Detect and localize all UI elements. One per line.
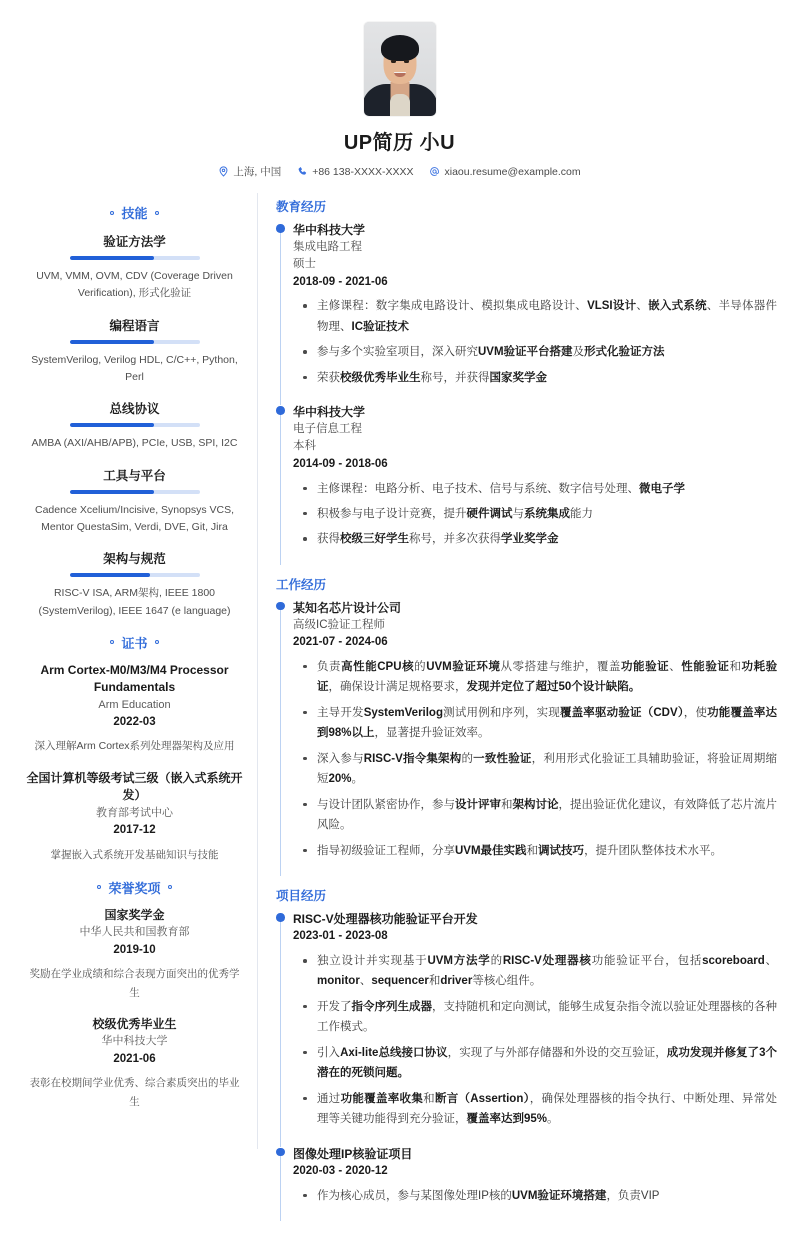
skill-progress-bar	[70, 490, 200, 494]
contact-list	[0, 164, 799, 179]
certificate-description: 深入理解Arm Cortex系列处理器架构及应用	[34, 740, 235, 753]
circle-ornament-icon	[155, 211, 159, 215]
timeline-dot	[276, 1148, 285, 1157]
contact-phone-text: +86 138-XXXX-XXXX	[312, 165, 414, 178]
bullet-list	[293, 657, 777, 861]
timeline-item	[276, 910, 777, 1145]
bullet-list	[293, 1186, 777, 1206]
skill-progress-fill	[70, 423, 155, 427]
section-heading-education: 教育经历	[276, 200, 327, 214]
timeline-dot	[276, 406, 285, 415]
bullet-item: 与设计团队紧密协作，参与设计评审和架构讨论，提出验证优化建议，有效降低了芯片流片风险。	[293, 795, 777, 836]
skill-item	[24, 399, 245, 452]
skill-progress-fill	[70, 573, 151, 577]
contact-location	[218, 164, 281, 179]
sidebar-heading-certificates	[24, 633, 245, 652]
timeline-dot	[276, 224, 285, 233]
photo-hair	[381, 35, 419, 61]
certificate-description: 掌握嵌入式系统开发基础知识与技能	[50, 848, 219, 861]
sidebar-heading-skills	[24, 203, 245, 222]
certificate-date: 2017-12	[113, 824, 156, 837]
honors-list	[24, 907, 245, 1111]
skill-item	[24, 316, 245, 387]
bullet-item: 指导初级验证工程师，分享UVM最佳实践和调试技巧，提升团队整体技术水平。	[293, 841, 777, 861]
contact-location-text: 上海, 中国	[233, 166, 282, 178]
skill-progress-bar	[70, 573, 200, 577]
certificate-issuer: Arm Education	[98, 698, 171, 711]
sidebar-heading-honors-label: 荣誉奖项	[108, 880, 161, 896]
section-education	[276, 197, 777, 565]
project-title: RISC-V处理器核功能验证平台开发	[293, 912, 478, 927]
timeline-item	[276, 403, 777, 565]
skill-progress-fill	[70, 340, 155, 344]
sidebar-heading-skills-label: 技能	[121, 206, 148, 221]
bullet-list	[293, 296, 777, 388]
bullet-item: 通过功能覆盖率收集和断言（Assertion），确保处理器核的指令执行、中断处理、异常处理等关键功能得到充分验证，覆盖率达到95%。	[293, 1089, 777, 1130]
skill-progress-fill	[70, 256, 155, 260]
certificate-title: Arm Cortex-M0/M3/M4 Processor Fundamentals	[40, 662, 229, 695]
project-title: 图像处理IP核验证项目	[293, 1146, 413, 1161]
skill-item	[24, 549, 245, 620]
circle-ornament-icon	[110, 640, 114, 644]
timeline-dot	[276, 913, 285, 922]
education-degree: 硕士	[293, 258, 316, 271]
project-date: 2020-03 - 2020-12	[293, 1164, 388, 1177]
sidebar-heading-certificates-label: 证书	[121, 635, 148, 651]
bullet-item: 参与多个实验室项目，深入研究UVM验证平台搭建及形式化验证方法	[293, 342, 777, 362]
circle-ornament-icon	[168, 885, 172, 889]
skill-name: 编程语言	[109, 318, 160, 333]
bullet-item: 作为核心成员，参与某图像处理IP核的UVM验证环境搭建，负责VIP	[293, 1186, 777, 1206]
bullet-item: 主修课程：电路分析、电子技术、信号与系统、数字信号处理、微电子学	[293, 479, 777, 499]
bullet-item: 开发了指令序列生成器，支持随机和定向测试，能够生成复杂指令流以验证处理器核的各种工作模式。	[293, 997, 777, 1038]
honor-title: 校级优秀毕业生	[92, 1016, 177, 1031]
honor-issuer: 华中科技大学	[101, 1035, 168, 1048]
photo-shirt	[390, 94, 410, 116]
education-major: 集成电路工程	[293, 241, 362, 253]
work-timeline	[276, 599, 777, 876]
phone-icon	[297, 166, 308, 177]
bullet-item: 主导开发SystemVerilog测试用例和序列，实现覆盖率驱动验证（CDV），使功能覆盖率达到98%以上，显著提升验证效率。	[293, 703, 777, 744]
avatar	[364, 22, 436, 116]
section-work	[276, 575, 777, 876]
bullet-item: 负责高性能CPU核的UVM验证环境从零搭建与维护，覆盖功能验证、性能验证和功耗验证，确保设计满足规格要求，发现并定位了超过50个设计缺陷。	[293, 657, 777, 698]
honor-title: 国家奖学金	[104, 907, 165, 922]
contact-phone	[297, 166, 413, 178]
skill-description: UVM, VMM, OVM, CDV (Coverage Driven Verification), 形式化验证	[36, 270, 233, 300]
honor-description: 表彰在校期间学业优秀、综合素质突出的毕业生	[29, 1077, 240, 1108]
timeline-dot	[276, 602, 285, 611]
timeline-item	[276, 1145, 777, 1221]
section-projects	[276, 886, 777, 1221]
bullet-item: 积极参与电子设计竞赛，提升硬件调试与系统集成能力	[293, 504, 777, 524]
skill-name: 总线协议	[109, 402, 160, 417]
bullet-item: 引入Axi-lite总线接口协议，实现了与外部存储器和外设的交互验证，成功发现并修复了3个潜在的死锁问题。	[293, 1043, 777, 1084]
projects-timeline	[276, 910, 777, 1221]
skill-progress-bar	[70, 256, 200, 260]
circle-ornament-icon	[97, 885, 101, 889]
education-major: 电子信息工程	[293, 423, 362, 436]
page-title: UP简历 小U	[343, 132, 456, 154]
circle-ornament-icon	[110, 211, 114, 215]
skills-list	[24, 232, 245, 620]
bullet-item: 深入参与RISC-V指令集架构的一致性验证，利用形式化验证工具辅助验证，将验证周期缩短20%。	[293, 749, 777, 790]
certificates-list	[24, 662, 245, 864]
skill-item	[24, 466, 245, 537]
bullet-list	[293, 951, 777, 1130]
project-date: 2023-01 - 2023-08	[293, 930, 388, 943]
education-date: 2018-09 - 2021-06	[293, 275, 388, 288]
section-heading-work: 工作经历	[276, 577, 327, 592]
honor-description: 奖励在学业成绩和综合表现方面突出的优秀学生	[29, 968, 240, 999]
certificate-item	[24, 770, 245, 864]
education-timeline	[276, 221, 777, 565]
work-date: 2021-07 - 2024-06	[293, 636, 388, 649]
skill-progress-bar	[70, 340, 200, 344]
skill-progress-bar	[70, 423, 200, 427]
education-degree: 本科	[293, 440, 316, 453]
certificate-title: 全国计算机等级考试三级（嵌入式系统开发）	[26, 770, 243, 803]
skill-name: 验证方法学	[103, 235, 166, 249]
skill-description: Cadence Xcelium/Incisive, Synopsys VCS, Mentor QuestaSim, Verdi, DVE, Git, Jira	[34, 503, 234, 533]
resume-body	[0, 193, 799, 1253]
honor-issuer: 中华人民共和国教育部	[79, 926, 190, 939]
bullet-item: 主修课程：数字集成电路设计、模拟集成电路设计、VLSI设计、嵌入式系统、半导体器件物理、IC验证技术	[293, 296, 777, 337]
circle-ornament-icon	[155, 640, 159, 644]
bullet-item: 获得校级三好学生称号，并多次获得学业奖学金	[293, 529, 777, 549]
bullet-item: 荣获校级优秀毕业生称号，并获得国家奖学金	[293, 368, 777, 388]
skill-name: 工具与平台	[103, 468, 166, 483]
honor-item	[24, 907, 245, 1002]
bullet-list	[293, 479, 777, 550]
timeline-item	[276, 599, 777, 876]
photo-eye-left	[391, 60, 396, 63]
contact-email	[429, 166, 580, 178]
honor-item	[24, 1016, 245, 1111]
section-heading-projects: 项目经历	[276, 889, 327, 904]
skill-item	[24, 232, 245, 303]
skill-description: AMBA (AXI/AHB/APB), PCIe, USB, SPI, I2C	[31, 437, 238, 450]
certificate-issuer: 教育部考试中心	[96, 806, 173, 819]
skill-name: 架构与规范	[103, 552, 166, 567]
skill-progress-fill	[70, 490, 155, 494]
education-school: 华中科技大学	[293, 223, 366, 237]
photo-eye-right	[404, 60, 409, 63]
timeline-item	[276, 221, 777, 403]
education-school: 华中科技大学	[293, 405, 366, 420]
sidebar-heading-honors	[24, 878, 245, 897]
certificate-date: 2022-03	[113, 716, 156, 729]
resume-header	[0, 0, 799, 193]
honor-date: 2019-10	[113, 943, 156, 956]
skill-description: SystemVerilog, Verilog HDL, C/C++, Python, Perl	[31, 353, 238, 383]
bullet-item: 独立设计并实现基于UVM方法学的RISC-V处理器核功能验证平台，包括scoreboard、monitor、sequencer和driver等核心组件。	[293, 951, 777, 992]
honor-date: 2021-06	[113, 1052, 156, 1065]
certificate-item	[24, 662, 245, 756]
main-column	[258, 193, 781, 1253]
education-date: 2014-09 - 2018-06	[293, 457, 388, 470]
work-company: 某知名芯片设计公司	[293, 600, 402, 615]
work-role: 高级IC验证工程师	[293, 618, 385, 631]
email-at-icon	[429, 166, 440, 177]
sidebar	[18, 193, 258, 1149]
location-pin-icon	[218, 166, 229, 177]
skill-description: RISC-V ISA, ARM架构, IEEE 1800 (SystemVerilog), IEEE 1647 (e language)	[38, 587, 231, 617]
contact-email-text: xiaou.resume@example.com	[444, 165, 581, 178]
